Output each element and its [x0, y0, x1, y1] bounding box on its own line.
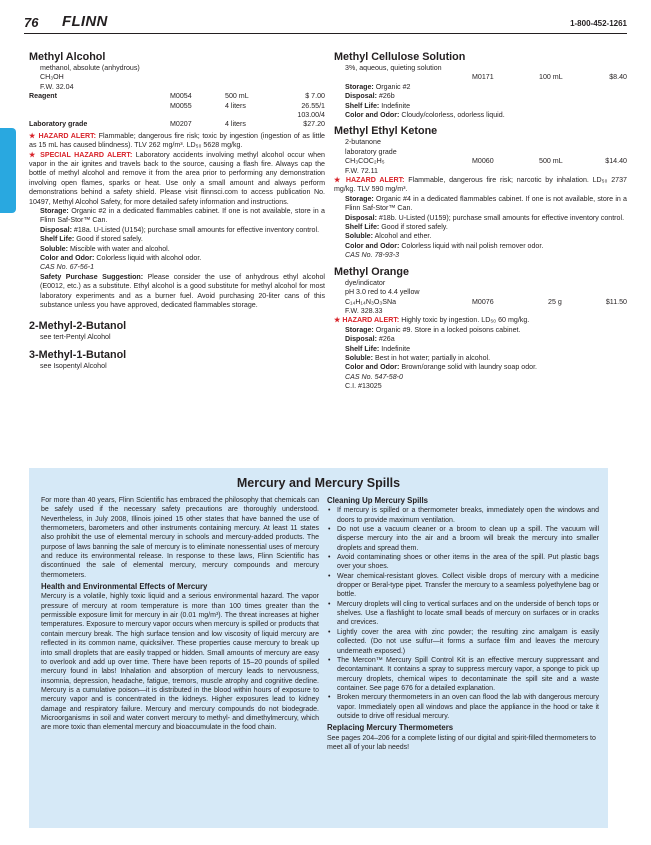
- brand-logo: FLINN: [62, 13, 108, 30]
- catalog-number: M0076: [472, 297, 494, 306]
- soluble-line: [40, 245, 325, 254]
- star-icon: ★: [29, 131, 36, 140]
- mek-formula: CH₃COC₂H₅: [345, 157, 385, 166]
- hazard-text: Flammable, dangerous fire risk; narcotic by inhalation. LD₅₀ 2737 mg/kg. TLV 590 mg/m³.: [334, 176, 627, 194]
- page-number: 76: [24, 15, 39, 30]
- color-odor-label: Color and Odor:: [345, 111, 400, 120]
- disposal-line: [345, 214, 627, 223]
- cas-number: CAS No. 547-58-0: [345, 372, 403, 381]
- storage-text: Organic #9. Store in a locked poisons cabinet.: [375, 325, 521, 334]
- cleanup-list: [327, 506, 599, 721]
- soluble-label: Soluble:: [345, 232, 373, 241]
- storage-line: [345, 326, 627, 335]
- methyl-1-butanol-title: 3-Methyl-1-Butanol: [29, 348, 127, 361]
- storage-label: Storage:: [40, 207, 69, 216]
- methyl-alcohol-fw: F.W. 32.04: [40, 82, 74, 91]
- cas-number: CAS No. 67-56-1: [40, 263, 95, 272]
- catalog-number: M0054: [170, 92, 192, 101]
- shelf-life-label: Shelf Life:: [40, 235, 75, 244]
- disposal-line: [40, 226, 325, 235]
- catalog-number: M0060: [472, 157, 494, 166]
- shelf-life-text: Indefinite: [381, 101, 411, 110]
- right-column: [334, 47, 627, 392]
- list-item: • Avoid contaminating shoes or other items in the area of the spill. Put plastic bags over your shoes.: [327, 553, 599, 572]
- storage-label: Storage:: [345, 325, 374, 334]
- product-row: [29, 111, 325, 120]
- hazard-alert: [334, 316, 627, 325]
- price: 103.00/4: [297, 111, 325, 119]
- page-header: [0, 0, 651, 38]
- soluble-text: Alcohol and ether.: [374, 232, 432, 241]
- shelf-life-text: Good if stored safely.: [76, 235, 143, 244]
- color-odor-text: Colorless liquid with nail polish remover odor.: [401, 241, 544, 250]
- color-odor-line: [345, 111, 627, 120]
- star-icon: ★: [29, 150, 37, 159]
- hazard-text: Flammable; dangerous fire risk; toxic by ingestion (ingestion of as little as 15 mL has caused blindness). TLV 262 mg/m³. LD₅₀ 5628 mg/kg.: [29, 131, 325, 150]
- price: $ 7.00: [305, 92, 325, 101]
- mercury-spills-box: [29, 468, 608, 828]
- orange-formula: C₁₄H₁₄N₃O₃SNa: [345, 297, 397, 306]
- shelf-life-label: Shelf Life:: [345, 344, 380, 353]
- color-odor-label: Color and Odor:: [345, 363, 400, 372]
- lab-grade-label: Laboratory grade: [29, 120, 88, 129]
- storage-text: Organic #4 in a dedicated flammables cabinet. If one is not available, store in a Flinn Saf-Stor™ Can.: [345, 194, 627, 213]
- shelf-life-text: Indefinite: [381, 344, 411, 353]
- disposal-label: Disposal:: [345, 92, 377, 101]
- soluble-label: Soluble:: [345, 353, 373, 362]
- size: 500 mL: [225, 92, 249, 101]
- catalog-number: M0207: [170, 120, 192, 129]
- size: 500 mL: [539, 157, 563, 166]
- catalog-number: M0171: [472, 73, 494, 82]
- ci-number: C.I. #13025: [345, 382, 382, 391]
- cleanup-heading: Cleaning Up Mercury Spills: [327, 496, 428, 505]
- color-odor-line: [345, 242, 627, 251]
- storage-line: [345, 195, 627, 214]
- product-row: [29, 120, 325, 129]
- storage-text: Organic #2 in a dedicated flammables cabinet. If one is not available, store in a Flinn Saf-Stor™ Can.: [40, 207, 325, 225]
- disposal-line: [345, 335, 627, 344]
- hazard-text: Highly toxic by ingestion. LD₅₀ 60 mg/kg.: [401, 316, 530, 325]
- size: 4 liters: [225, 101, 246, 110]
- list-item: • Lightly cover the area with zinc powder; the resulting zinc amalgam is easily collected. (Do not use sulfur—it forms a surface film and leaves the mercury underneath exposed.): [327, 628, 599, 656]
- disposal-text: #18b. U-Listed (U159); purchase small amounts for effective inventory control.: [378, 213, 625, 222]
- reagent-label: Reagent: [29, 92, 57, 101]
- price: 26.55/1: [301, 101, 325, 110]
- size: 25 g: [548, 297, 562, 306]
- soluble-line: [345, 232, 627, 241]
- methyl-2-butanol-see: see tert-Pentyl Alcohol: [40, 332, 111, 341]
- shelf-life-line: [345, 345, 627, 354]
- soluble-label: Soluble:: [40, 244, 68, 253]
- color-odor-line: [345, 363, 627, 372]
- price: $14.40: [605, 157, 627, 166]
- storage-line: [40, 207, 325, 226]
- list-item: • The Mercon™ Mercury Spill Control Kit is an effective mercury suppressant and decontaminant. It contains a spray to suppress mercury vapor, a sponge to pick up mercury droplets, chemical wipes to decontaminate the spill site and a waste container. See page 676 for a detailed explanation.: [327, 656, 599, 693]
- list-item: • Mercury droplets will cling to vertical surfaces and on the underside of bench tops or shelves. Use a flashlight to locate small beads of mercury on surfaces or in cracks and crevices.: [327, 600, 599, 628]
- methyl-alcohol-formula: CH₃OH: [40, 73, 64, 82]
- special-hazard-alert: [29, 151, 325, 207]
- price: $8.40: [609, 73, 627, 82]
- methyl-alcohol-title: Methyl Alcohol: [29, 51, 106, 63]
- safety-suggestion: [40, 273, 325, 311]
- safety-suggestion-text: Please consider the use of anhydrous ethyl alcohol (E0012, etc.) as a substitute. Ethyl alcohol is a good substitute for methyl alcohol for most laboratory experiments and as a burner fuel. Avoid purchasing 20-liter cans of this substance unless you have approved, dedicated flammables storage.: [40, 272, 325, 310]
- section-tab: [0, 128, 16, 213]
- hazard-label: HAZARD ALERT:: [345, 176, 405, 185]
- product-row: [29, 92, 325, 101]
- soluble-text: Miscible with water and alcohol.: [69, 244, 170, 253]
- health-effects-text: Mercury is a volatile, highly toxic liquid and a serious environmental hazard. The vapor pressure of mercury at room temperature is more than 100 times greater than the permissible exposure limit for mercury in air (0.01 mg/m³). The threat increases at higher temperatures. Exposure to mercury vapor occurs when mercury is spilled or products that contain mercury break. The high surface tension and low viscosity of liquid mercury are reflected in its common name, quicksilver. These properties cause mercury to break up into small droplets that are easily trapped or hidden. Small amounts of mercury are easy to overlook and add up over time. There have been reports of 15–20 pounds of spilled mercury found in labs! Inhalation and absorption of mercury leads to nervousness, insomnia, depression, headache, fatigue, tremors, muscle atrophy and cognitive decline. Mercury is a cumulative poison—it is distributed in the blood within hours of exposure to mercury vapor and is concentrated in the kidneys. Higher exposures lead to kidney damage and respiratory failure. Mercury and mercury compounds do not biodegrade. Microorganisms in soil and water convert mercury to methyl- and dimethylmercury, which are more toxic than elemental mercury and bioaccumulate in the food chain.: [41, 593, 319, 732]
- orange-desc2: pH 3.0 red to 4.4 yellow: [345, 288, 420, 297]
- special-hazard-label: SPECIAL HAZARD ALERT:: [40, 150, 133, 159]
- color-odor-line: [40, 254, 325, 263]
- star-icon: ★: [334, 176, 343, 185]
- shelf-life-label: Shelf Life:: [345, 223, 380, 232]
- mercury-intro: For more than 40 years, Flinn Scientific has embraced the philosophy that chemicals can be safely used if the necessary safety precautions are thoroughly understood. Nevertheless, in July 2008, Illinois joined 15 other states that have banned the use of thermometers, barometers and other instruments containing mercury. At least 11 states also prohibit the use of elemental mercury in schools and mercury-added products. The purpose of laws banning the sale of mercury is to eliminate nonessential uses of mercury and reduce its environmental release. In response to these laws, Flinn Scientific has discontinued the sale of elemental mercury, mercury compounds and mercury thermometers.: [41, 497, 319, 579]
- mek-desc1: 2-butanone: [345, 138, 381, 147]
- mek-fw: F.W. 72.11: [345, 166, 378, 175]
- disposal-label: Disposal:: [40, 225, 72, 234]
- soluble-text: Best in hot water; partially in alcohol.: [374, 353, 491, 362]
- shelf-life-text: Good if stored safely.: [381, 223, 448, 232]
- disposal-label: Disposal:: [345, 335, 377, 344]
- methyl-alcohol-desc: methanol, absolute (anhydrous): [40, 64, 140, 72]
- replacing-heading: Replacing Mercury Thermometers: [327, 723, 454, 733]
- catalog-number: M0055: [170, 101, 192, 110]
- storage-label: Storage:: [345, 82, 374, 91]
- methyl-orange-title: Methyl Orange: [334, 265, 409, 278]
- storage-line: [345, 83, 627, 92]
- special-hazard-text: Laboratory accidents involving methyl alcohol occur when vapor in the air ignites and travels back to the source, causing a flash fire. Always cap the bottle of methyl alcohol and remove it from the area prior to performing any demonstration involving open flames, sparks or heat. Use only a small amount and always perform demonstrations behind a safety shield. Please visit flinnsci.com to access publication No. 10497, Methyl Alcohol Safety, for more detailed safety information and instructions.: [29, 150, 325, 206]
- color-odor-label: Color and Odor:: [40, 254, 95, 263]
- product-row: [334, 73, 627, 82]
- safety-suggestion-label: Safety Purchase Suggestion:: [40, 272, 144, 281]
- mercury-spills-title: Mercury and Mercury Spills: [236, 476, 401, 490]
- disposal-label: Disposal:: [345, 213, 377, 222]
- disposal-line: [345, 92, 627, 101]
- product-row: [334, 298, 627, 307]
- price: $11.50: [605, 297, 627, 306]
- disposal-text: #26b: [378, 92, 395, 101]
- hazard-alert: [334, 176, 627, 195]
- shelf-life-label: Shelf Life:: [345, 101, 380, 110]
- orange-fw: F.W. 328.33: [345, 306, 383, 315]
- orange-desc1: dye/indicator: [345, 278, 386, 287]
- methyl-ethyl-ketone-title: Methyl Ethyl Ketone: [334, 125, 438, 138]
- hazard-label: HAZARD ALERT:: [38, 131, 97, 140]
- header-divider: [24, 33, 627, 34]
- shelf-life-line: [345, 223, 627, 232]
- list-item: • Do not use a vacuum cleaner or a broom to clean up a spill. The vacuum will disperse mercury into the air and a broom will break the mercury into smaller droplets and spread them.: [327, 525, 599, 553]
- storage-label: Storage:: [345, 194, 374, 203]
- color-odor-label: Color and Odor:: [345, 241, 400, 250]
- health-effects-heading: Health and Environmental Effects of Mercury: [41, 582, 208, 592]
- mercury-right-column: [327, 496, 599, 752]
- storage-text: Organic #2: [375, 82, 411, 91]
- list-item: • Wear chemical-resistant gloves. Collect visible drops of mercury with a medicine dropper or Beral-type pipet. Transfer the mercury to a seamless polyethylene bag or bottle.: [327, 572, 599, 600]
- list-item: • If mercury is spilled or a thermometer breaks, immediately open the windows and doors to provide maximum ventilation.: [327, 506, 599, 525]
- disposal-text: #26a: [378, 335, 395, 344]
- methyl-2-butanol-title: 2-Methyl-2-Butanol: [29, 319, 127, 332]
- product-row: [29, 102, 325, 111]
- shelf-life-line: [40, 235, 325, 244]
- star-icon: ★: [334, 316, 341, 325]
- mek-desc2: laboratory grade: [345, 147, 397, 156]
- methyl-cellulose-desc: 3%, aqueous, quieting solution: [345, 64, 442, 72]
- replacing-text: See pages 204–206 for a complete listing of our digital and spirit-filled thermometers to meet all of your lab needs!: [327, 734, 596, 751]
- shelf-life-line: [345, 102, 627, 111]
- size: 100 mL: [539, 73, 563, 82]
- left-column: [29, 47, 325, 371]
- hazard-label: HAZARD ALERT:: [342, 316, 400, 325]
- color-odor-text: Cloudy/colorless, odorless liquid.: [401, 111, 505, 120]
- product-row: [334, 157, 627, 166]
- soluble-line: [345, 354, 627, 363]
- mercury-left-column: [41, 496, 319, 733]
- methyl-1-butanol-see: see Isopentyl Alcohol: [40, 361, 107, 370]
- price: $27.20: [303, 120, 325, 129]
- hazard-alert: [29, 132, 325, 151]
- color-odor-text: Brown/orange solid with laundry soap odor.: [401, 363, 538, 372]
- list-item: • Broken mercury thermometers in an oven can flood the lab with dangerous mercury vapor. Immediately open all windows and place the appliance in the hood or take it outside to drive off residual mercury.: [327, 693, 599, 721]
- phone-number: 1-800-452-1261: [570, 19, 627, 28]
- size: 4 liters: [225, 120, 246, 129]
- color-odor-text: Colorless liquid with alcohol odor.: [96, 254, 202, 263]
- disposal-text: #18a. U-Listed (U154); purchase small amounts for effective inventory control.: [73, 225, 320, 234]
- methyl-cellulose-title: Methyl Cellulose Solution: [334, 51, 466, 63]
- cas-number: CAS No. 78-93-3: [345, 251, 400, 260]
